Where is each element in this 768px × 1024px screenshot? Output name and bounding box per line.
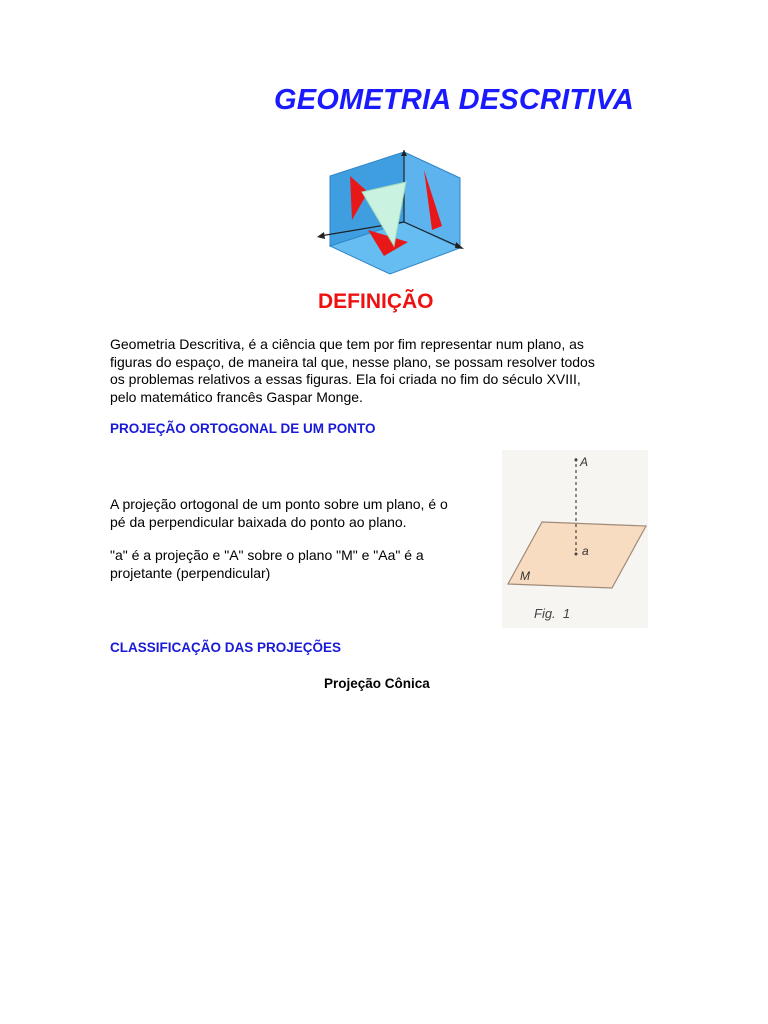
figure-caption: Fig. 1 xyxy=(534,606,571,621)
definition-paragraph xyxy=(110,336,595,406)
definition-line: os problemas relativos a essas figuras. Ela foi criada no fim do século XVIII, xyxy=(110,371,581,387)
definition-heading: DEFINIÇÃO xyxy=(318,290,434,313)
definition-line: pelo matemático francês Gaspar Monge. xyxy=(110,388,363,405)
conic-projection-subheading: Projeção Cônica xyxy=(324,676,430,691)
paragraph-line: A projeção ortogonal de um ponto sobre um plano, é o xyxy=(110,496,448,512)
cube-projection-icon xyxy=(312,150,466,278)
paragraph-line: projetante (perpendicular) xyxy=(110,564,271,581)
classification-heading: CLASSIFICAÇÃO DAS PROJEÇÕES xyxy=(110,640,342,655)
projection-heading: PROJEÇÃO ORTOGONAL DE UM PONTO xyxy=(110,421,376,436)
document-title: GEOMETRIA DESCRITIVA xyxy=(274,84,635,116)
paragraph-line: "a" é a projeção e "A" sobre o plano "M" e "Aa" é a xyxy=(110,547,424,563)
definition-line: figuras do espaço, de maneira tal que, nesse plano, se possam resolver todos xyxy=(110,353,595,370)
projection-paragraph-2 xyxy=(110,547,424,582)
orthogonal-projection-figure xyxy=(502,450,648,628)
projection-paragraph-1 xyxy=(110,496,448,531)
definition-line: Geometria Descritiva, é a ciência que tem por fim representar num plano, as xyxy=(110,336,584,352)
plane-m-label: M xyxy=(520,569,530,583)
point-a-label: A xyxy=(580,455,589,469)
projection-a-label: a xyxy=(582,544,589,558)
paragraph-line: pé da perpendicular baixada do ponto ao plano. xyxy=(110,513,407,530)
